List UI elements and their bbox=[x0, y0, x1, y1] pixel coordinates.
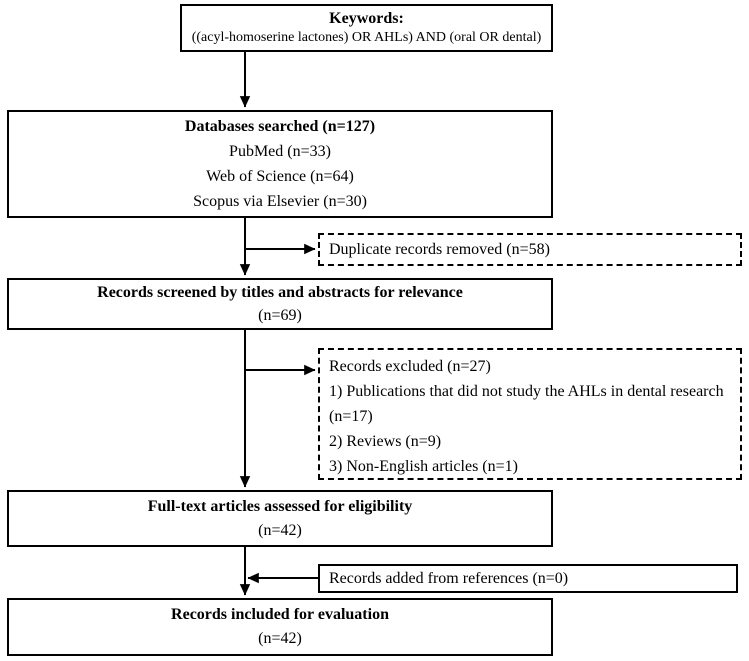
records-screened-title: Records screened by titles and abstracts for relevance bbox=[97, 284, 463, 301]
records-excluded-title: Records excluded (n=27) bbox=[329, 358, 491, 375]
database-source-scopus: Scopus via Elsevier (n=30) bbox=[193, 193, 367, 210]
records-included-box bbox=[7, 598, 553, 656]
keywords-query: ((acyl-homoserine lactones) OR AHLs) AND (oral OR dental) bbox=[191, 30, 542, 46]
duplicates-removed-box bbox=[318, 233, 742, 266]
keywords-box bbox=[180, 4, 553, 52]
databases-title: Databases searched (n=127) bbox=[184, 118, 376, 135]
records-screened-box bbox=[7, 278, 553, 330]
excluded-reason-2: 2) Reviews (n=9) bbox=[329, 433, 442, 450]
excluded-reason-3: 3) Non-English articles (n=1) bbox=[329, 458, 518, 475]
fulltext-assessed-box bbox=[7, 490, 553, 547]
fulltext-assessed-title: Full-text articles assessed for eligibility bbox=[147, 497, 413, 515]
fulltext-assessed-count: (n=42) bbox=[258, 521, 302, 539]
records-excluded-box bbox=[318, 348, 742, 480]
references-added-box bbox=[318, 564, 738, 593]
records-included-count: (n=42) bbox=[258, 630, 302, 647]
keywords-title: Keywords: bbox=[329, 9, 404, 27]
databases-searched-box bbox=[7, 110, 553, 218]
excluded-reason-1: 1) Publications that did not study the AHLs in dental research (n=17) bbox=[329, 383, 724, 425]
records-included-title: Records included for evaluation bbox=[171, 606, 389, 623]
references-added-label: Records added from references (n=0) bbox=[329, 569, 569, 587]
duplicates-removed-label: Duplicate records removed (n=58) bbox=[329, 240, 550, 258]
records-screened-count: (n=69) bbox=[258, 307, 302, 324]
database-source-web-of-science: Web of Science (n=64) bbox=[206, 168, 354, 185]
database-source-pubmed: PubMed (n=33) bbox=[229, 143, 331, 160]
